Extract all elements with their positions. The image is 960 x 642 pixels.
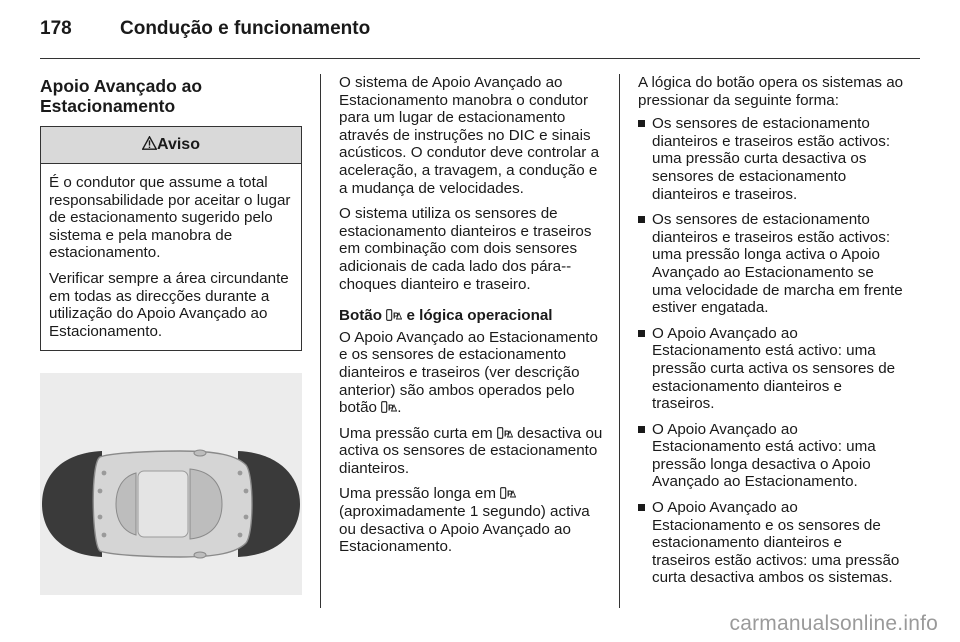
list-item: O Apoio Avançado ao Estacionamento está activo: uma pressão longa desactiva o Apoio Avançado ao Estacionamento. xyxy=(638,421,904,491)
warning-paragraph-2: Verificar sempre a área circundante em todas as direcções durante a utilização do Apoio Avançado ao Estacionamento. xyxy=(49,269,289,340)
paragraph-long-press: Uma pressão longa em P (aproximadamente 1 segundo) activa ou desactiva o Apoio Avançado ao Estacionamento. xyxy=(339,485,590,556)
column-3 xyxy=(638,74,904,595)
car-mirror-right xyxy=(194,552,206,558)
paragraph-system-description: O sistema de Apoio Avançado ao Estacionamento manobra o condutor para um lugar de estacionamento através de instruções no DIC e sinais acústicos. O condutor deve controlar a aceleração, a travagem, a condução e a mudança de velocidades. xyxy=(339,74,600,197)
column-2 xyxy=(339,74,605,564)
svg-text:P: P xyxy=(388,402,394,413)
car-roof xyxy=(138,471,188,537)
park-assist-button-icon xyxy=(386,309,402,321)
car-mirror-left xyxy=(194,450,206,456)
park-assist-illustration xyxy=(40,373,302,595)
warning-box-body xyxy=(41,164,301,350)
warning-box-title: Aviso xyxy=(157,136,200,153)
section-title: Apoio Avançado ao Estacionamento xyxy=(40,76,203,116)
column-divider-2 xyxy=(619,74,620,608)
paragraph-button-operation: O Apoio Avançado ao Estacionamento e os sensores de estacionamento dianteiros e traseiros (ver descrição anterior) são ambos operados pelo botão P . xyxy=(339,328,598,417)
page-number: 178 xyxy=(40,18,72,39)
header-rule xyxy=(40,58,920,59)
park-assist-button-icon xyxy=(381,401,397,413)
warning-paragraph-1: É o condutor que assume a total responsabilidade por aceitar o lugar de estacionamento sugerido pelo sistema e pela manobra de estacionamento. xyxy=(49,174,291,262)
svg-text:P: P xyxy=(507,488,513,499)
svg-text:P: P xyxy=(503,428,510,439)
watermark: carmanualsonline.info xyxy=(729,612,938,635)
park-assist-button-icon xyxy=(497,427,513,439)
column-divider-1 xyxy=(320,74,321,608)
list-item: O Apoio Avançado ao Estacionamento e os sensores de estacionamento dianteiros e traseiros estão activos: uma pressão curta desactiva ambos os sistemas. xyxy=(638,499,904,587)
car-sensor-diagram xyxy=(40,373,302,595)
chapter-title: Condução e funcionamento xyxy=(120,18,371,39)
paragraph-logic-intro: A lógica do botão opera os sistemas ao pressionar da seguinte forma: xyxy=(638,74,904,109)
list-item: O Apoio Avançado ao Estacionamento está activo: uma pressão curta activa os sensores de estacionamento dianteiros e traseiros. xyxy=(638,325,904,413)
paragraph-short-press: Uma pressão curta em P desactiva ou activa os sensores de estacionamento dianteiros. xyxy=(339,424,603,477)
page-header xyxy=(40,18,920,52)
list-item: Os sensores de estacionamento dianteiros e traseiros estão activos: uma pressão curta desactiva os sensores de estacionamento dianteiros e traseiros. xyxy=(638,115,904,203)
paragraph-sensors: O sistema utiliza os sensores de estacionamento dianteiros e traseiros em combinação com dois sensores adicionais de cada lado dos pára--choques dianteiro e traseiro. xyxy=(339,205,592,293)
column-1 xyxy=(40,74,302,595)
svg-text:P: P xyxy=(393,310,399,321)
warning-box-header xyxy=(41,127,301,164)
logic-bullet-list xyxy=(638,115,904,587)
subheading-button-logic: Botão P e lógica operacional xyxy=(339,307,553,325)
list-item: Os sensores de estacionamento dianteiros e traseiros estão activos: uma pressão longa activa o Apoio Avançado ao Estacionamento se uma velocidade de marcha em frente estiver engatada. xyxy=(638,211,904,317)
park-assist-button-icon xyxy=(500,487,516,499)
warning-box xyxy=(40,126,302,351)
warning-triangle-icon xyxy=(142,136,157,150)
